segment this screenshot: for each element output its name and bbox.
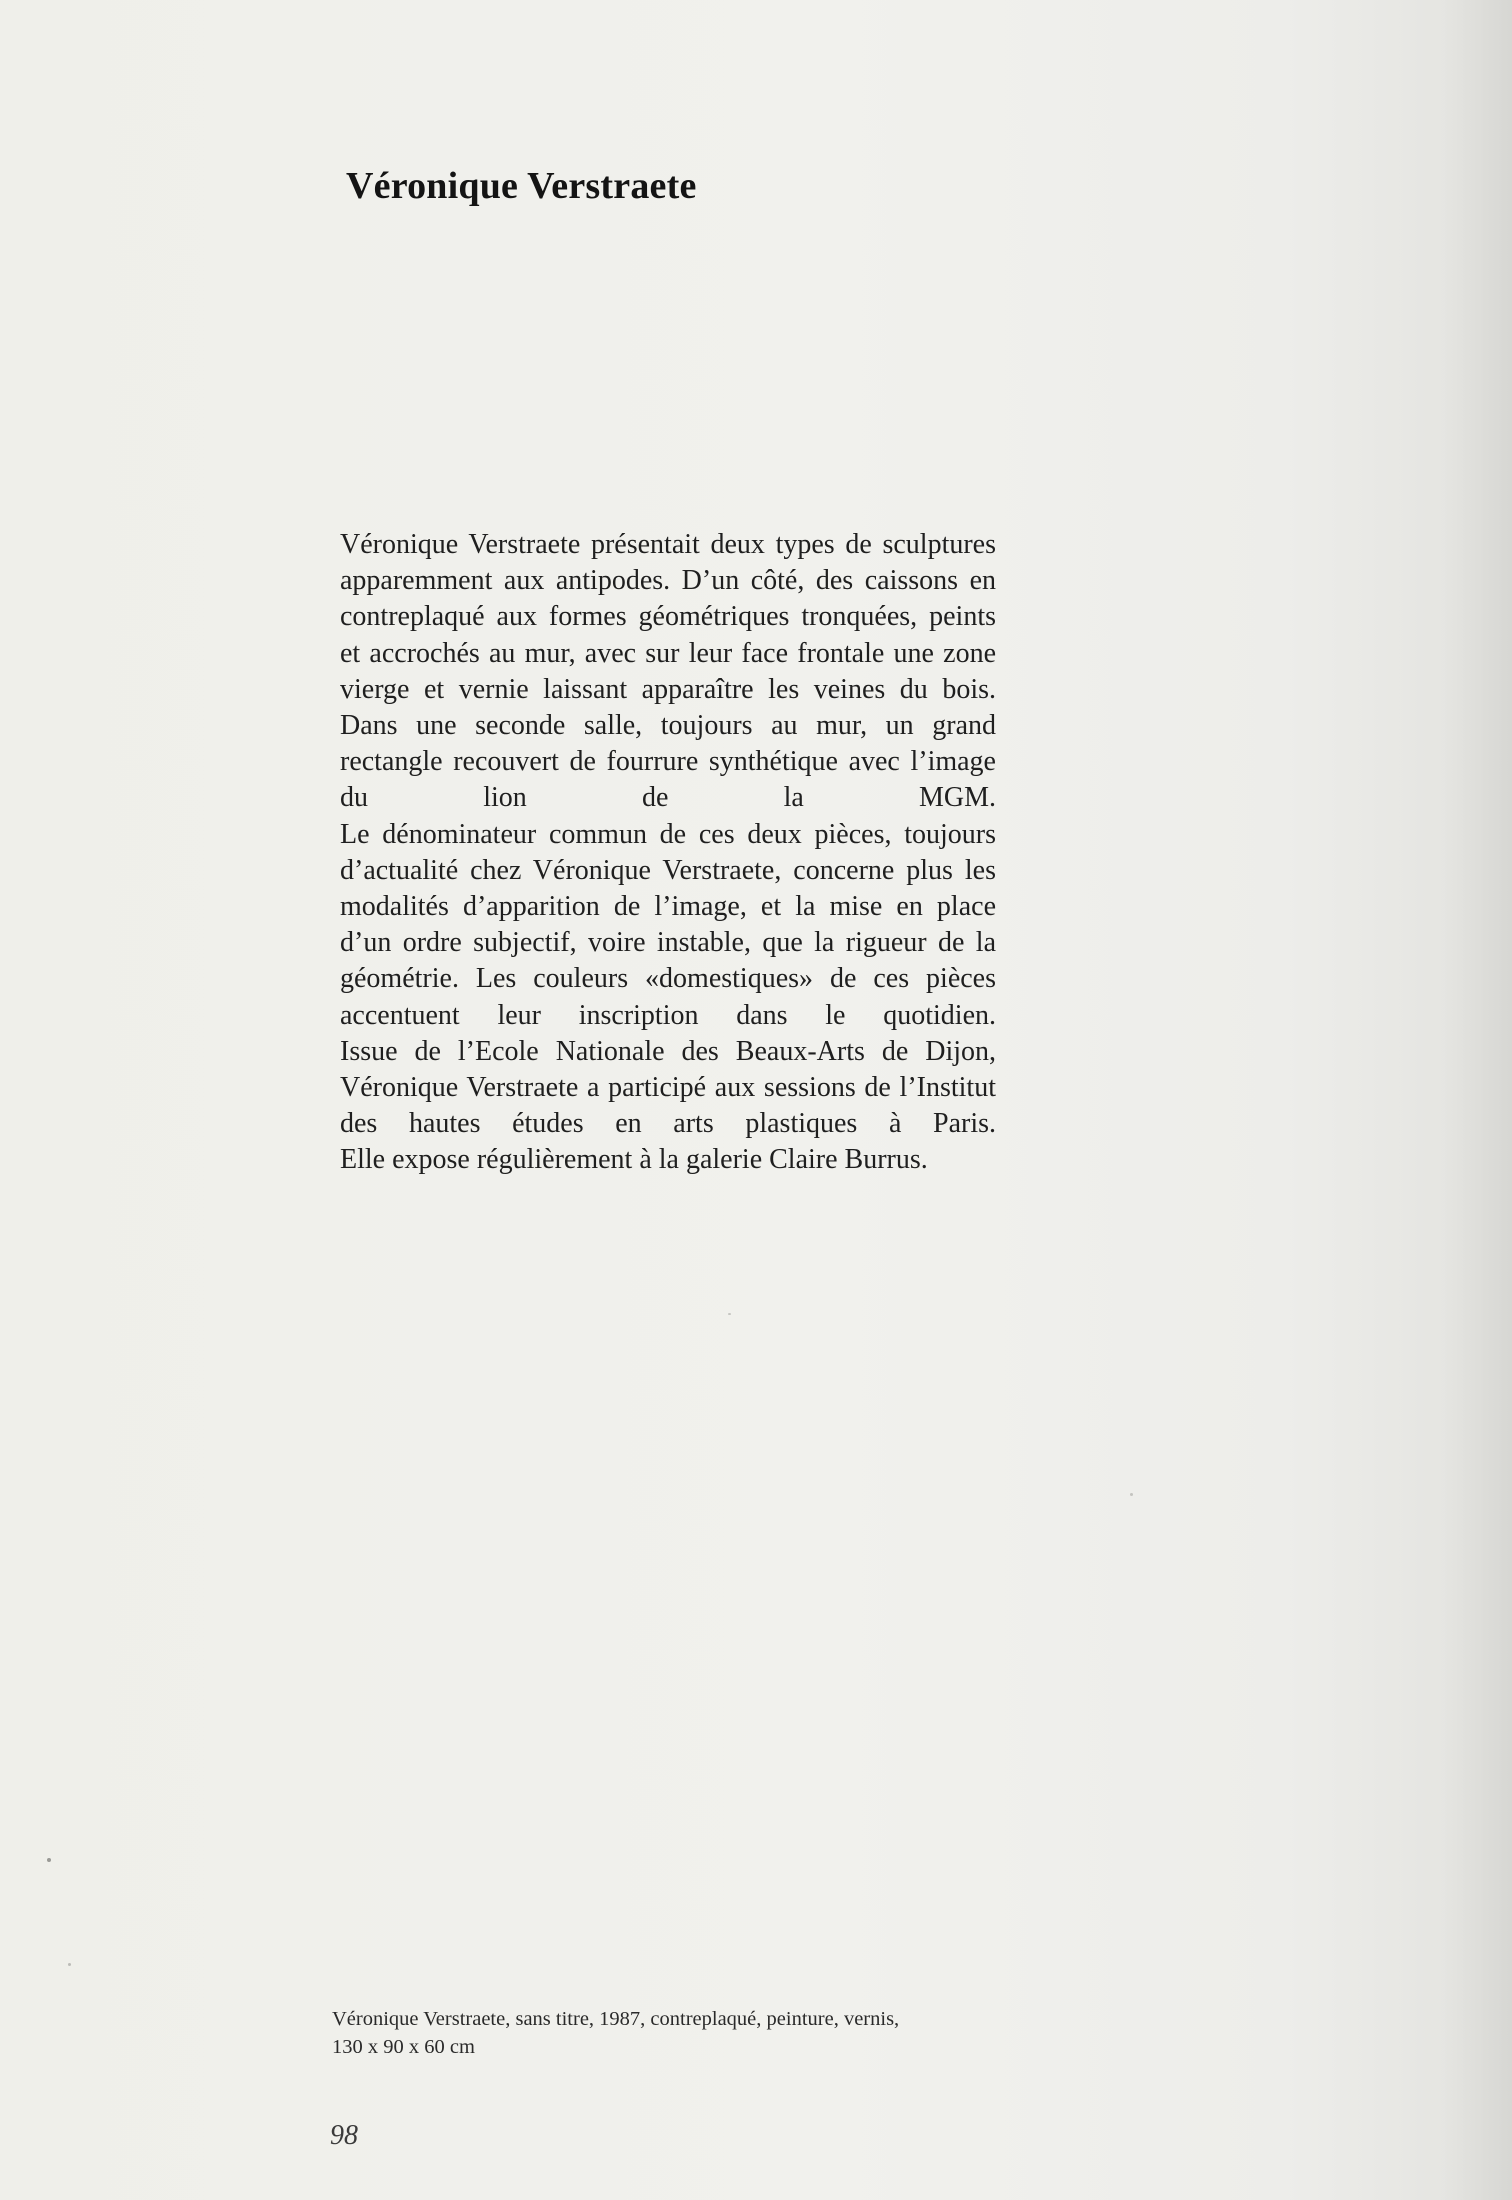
body-paragraph-3: Issue de l’Ecole Nationale des Beaux-Arts de Dijon, Véronique Verstraete a participé aux sessions de l’Institut des hautes études en arts plastiques à Paris. xyxy=(340,1035,996,1140)
image-caption xyxy=(332,2005,1012,2061)
paper-speck xyxy=(728,1313,731,1315)
body-paragraph-1: Véronique Verstraete présentait deux types de sculptures apparemment aux antipodes. D’un côté, des caissons en contreplaqué aux formes géométriques tronquées, peints et accrochés au mur, avec sur leur face frontale une zone vierge et vernie laissant apparaître les veines du bois. Dans une seconde salle, toujours au mur, un grand rectangle recouvert de fourrure synthétique avec l’image du lion de la MGM. xyxy=(340,529,996,814)
paper-speck xyxy=(1130,1493,1133,1496)
page-number: 98 xyxy=(330,2120,358,2151)
page-edge-shadow xyxy=(1442,0,1512,2200)
body-text xyxy=(340,527,996,1179)
paper-speck xyxy=(47,1858,51,1862)
caption-line-2: 130 x 90 x 60 cm xyxy=(332,2036,475,2058)
caption-line-1: Véronique Verstraete, sans titre, 1987, contreplaqué, peinture, vernis, xyxy=(332,2008,900,2030)
body-paragraph-2: Le dénominateur commun de ces deux pièces, toujours d’actualité chez Véronique Verstraete, concerne plus les modalités d’apparition de l’image, et la mise en place d’un ordre subjectif, voire instable, que la rigueur de la géométrie. Les couleurs «domestiques» de ces pièces accentuent leur inscription dans le quotidien. xyxy=(340,818,996,1031)
paper-speck xyxy=(68,1963,71,1966)
body-paragraph-4: Elle expose régulièrement à la galerie Claire Burrus. xyxy=(340,1144,928,1176)
page-title: Véronique Verstraete xyxy=(346,165,697,207)
